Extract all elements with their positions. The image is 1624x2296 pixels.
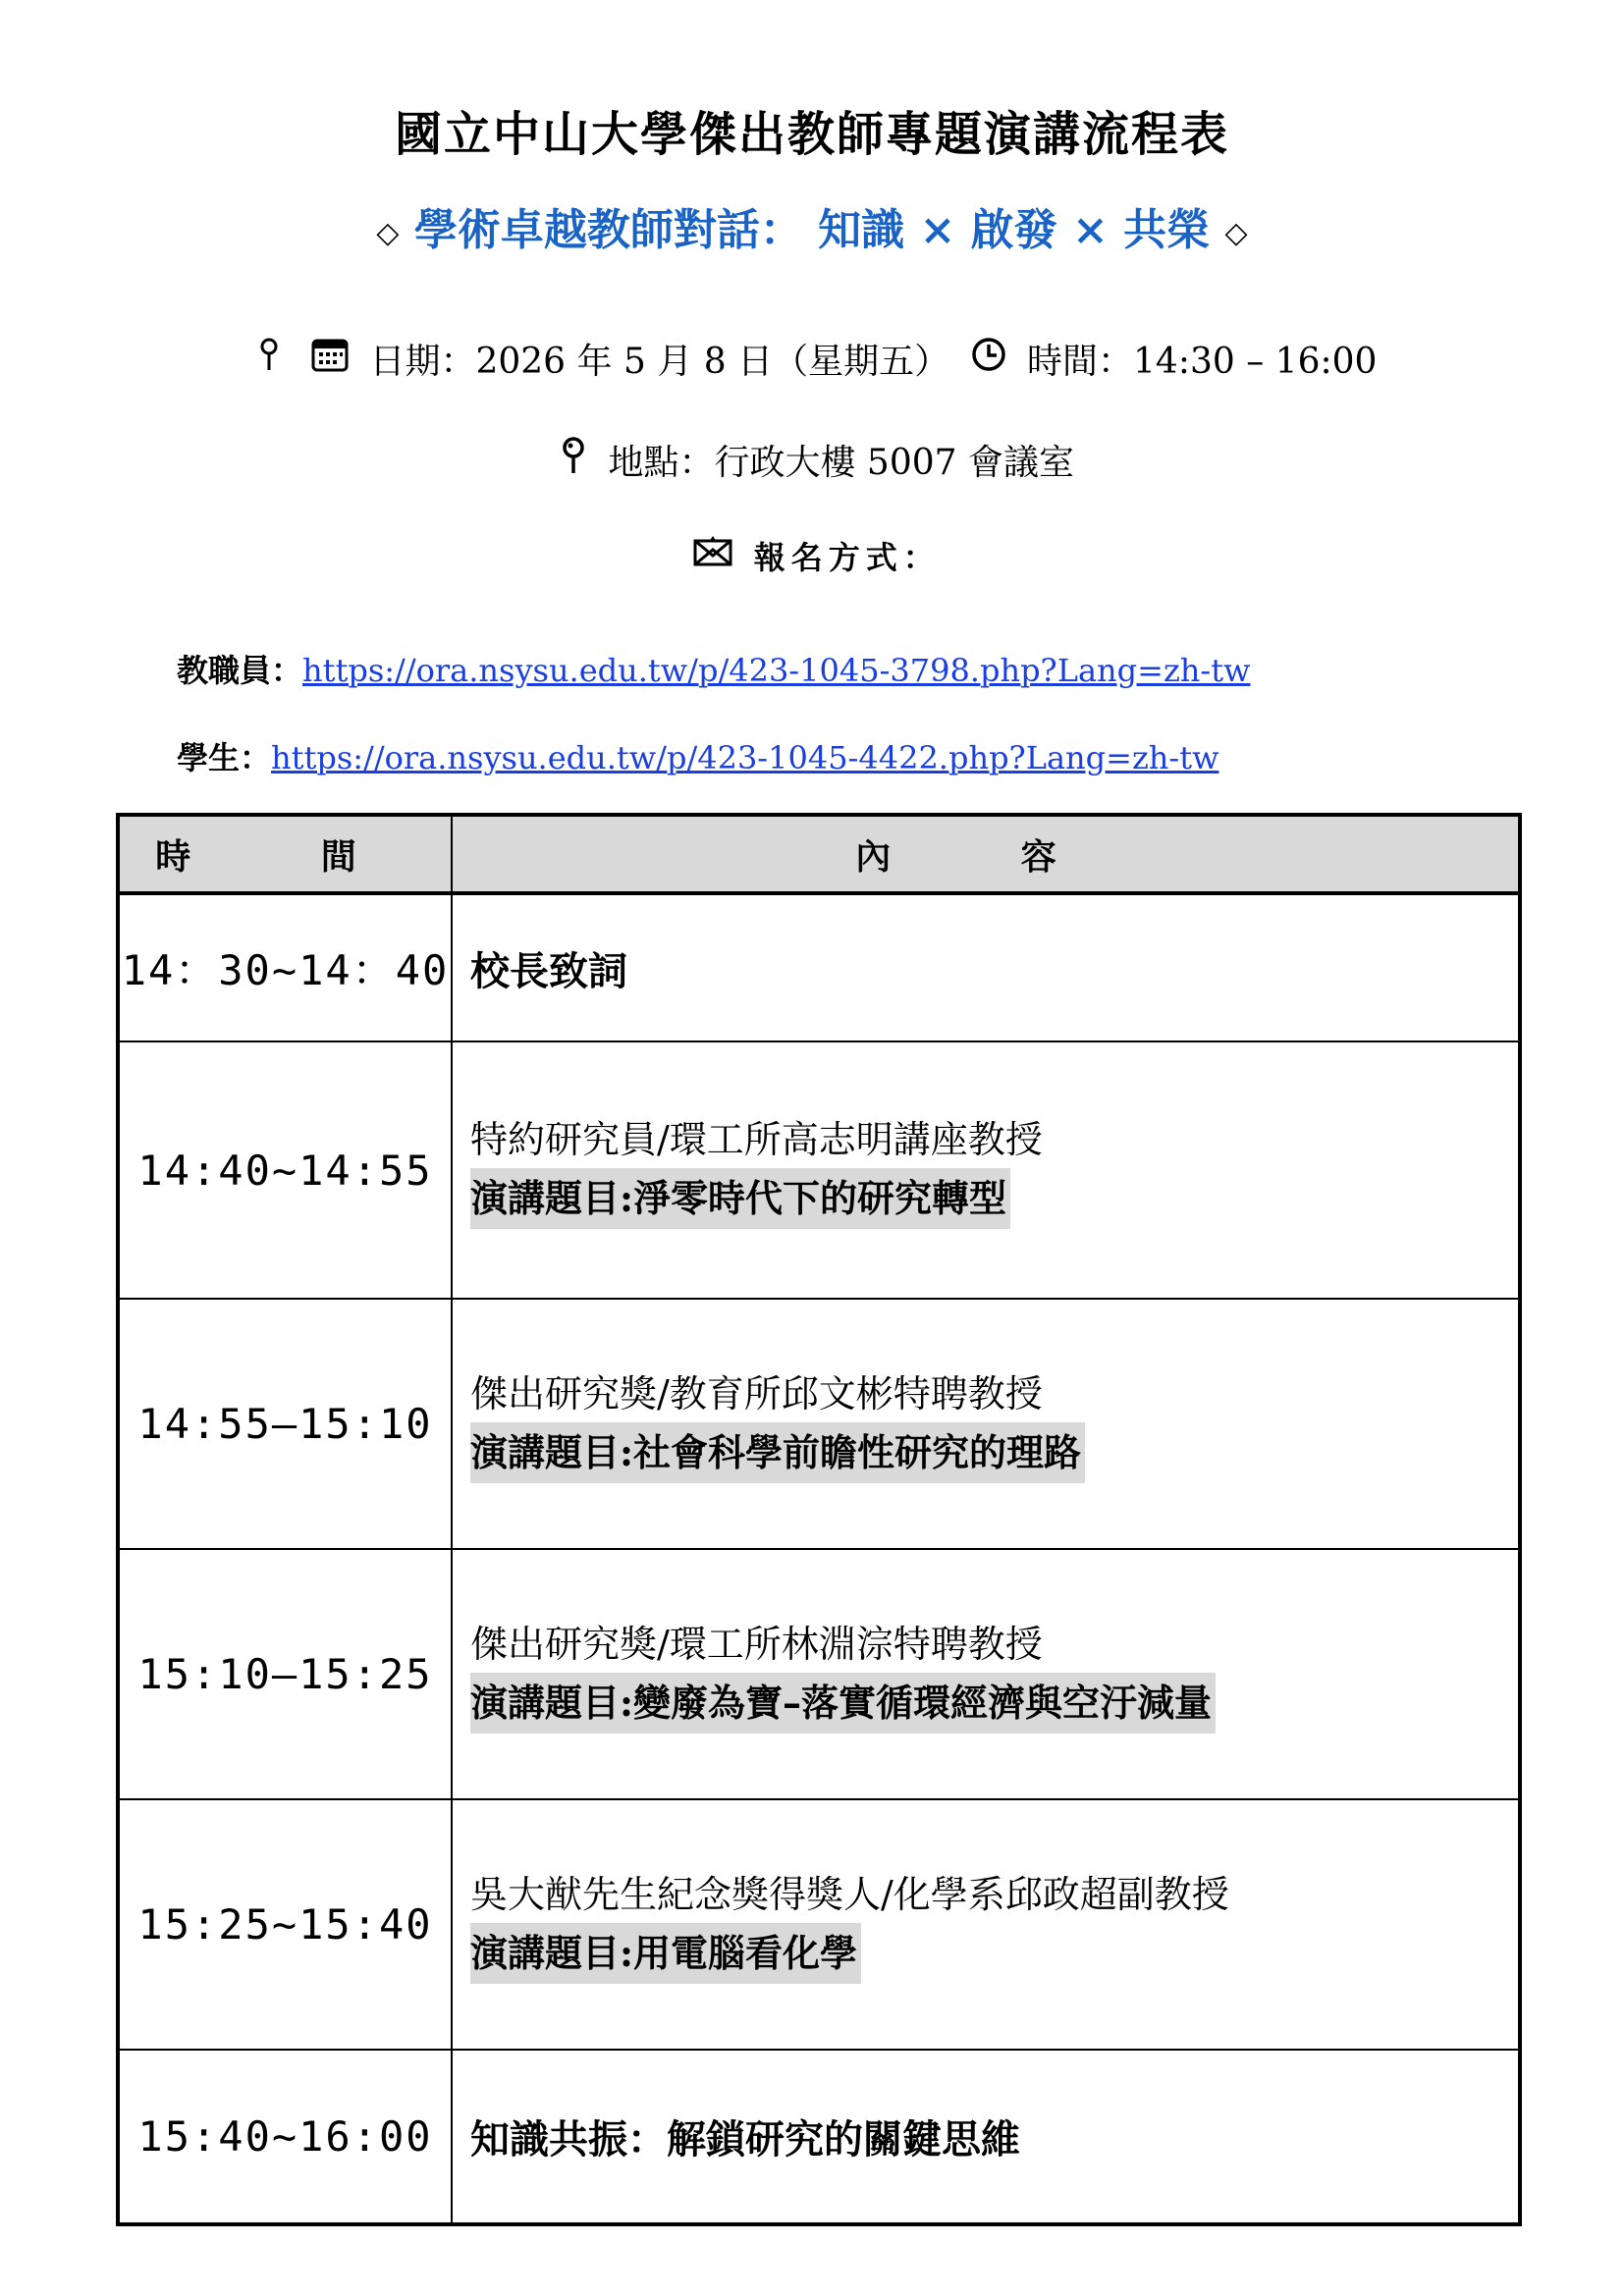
table-row [118,1799,1520,2050]
student-registration [177,733,1218,778]
time-cell: 15:40~16:00 [118,2050,452,2224]
registration-label: 報名方式： [753,539,941,576]
speaker-line: 傑出研究獎/教育所邱文彬特聘教授 [470,1371,1043,1415]
map-pin-icon [560,436,587,484]
table-row [118,1549,1520,1799]
content-cell [452,2050,1520,2224]
staff-label: 教職員： [177,652,303,689]
talk-topic: 演講題目:變廢為寶–落實循環經濟與空汙減量 [470,1673,1216,1734]
agenda-item: 校長致詞 [470,947,627,994]
content-cell [452,1041,1520,1299]
time-cell: 14:40~14:55 [118,1041,452,1299]
location-line [0,435,1624,485]
map-pin-icon [257,337,281,381]
clock-icon [971,337,1006,381]
speaker-line: 傑出研究獎/環工所林淵淙特聘教授 [470,1622,1043,1666]
time-cell: 15:25~15:40 [118,1799,452,2050]
student-label: 學生： [177,739,272,776]
calendar-icon [311,337,349,381]
speaker-line: 特約研究員/環工所高志明講座教授 [470,1118,1043,1161]
registration-heading [0,533,1624,578]
talk-topic: 演講題目:社會科學前瞻性研究的理路 [470,1422,1085,1483]
content-cell [452,1799,1520,2050]
content-cell [452,893,1520,1041]
time-text: 時間：14:30 – 16:00 [1027,342,1378,382]
student-registration-link[interactable]: https://ora.nsysu.edu.tw/p/423-1045-4422.php?Lang=zh-tw [271,739,1219,776]
table-row [118,2050,1520,2224]
table-header-row [118,815,1520,893]
subtitle-text: 學術卓越教師對話： 知識 × 啟發 × 共榮 [413,205,1211,255]
content-cell [452,1299,1520,1549]
staff-registration [177,646,1250,691]
speaker-line: 吳大猷先生紀念獎得獎人/化學系邱政超副教授 [470,1872,1229,1916]
date-time-line [0,334,1624,384]
date-text: 日期：2026 年 5 月 8 日（星期五） [369,342,950,382]
talk-topic: 演講題目:用電腦看化學 [470,1923,861,1984]
time-cell: 14：30~14：40 [118,893,452,1041]
time-cell: 14:55–15:10 [118,1299,452,1549]
schedule-table [116,813,1522,2226]
talk-topic: 演講題目:淨零時代下的研究轉型 [470,1168,1010,1229]
content-cell [452,1549,1520,1799]
table-row [118,893,1520,1041]
envelope-icon [693,536,732,576]
header-time: 時 間 [118,815,452,893]
diamond-bullet-icon: ◇ [1224,216,1248,250]
page-subtitle [0,194,1624,257]
header-content: 內 容 [452,815,1520,893]
agenda-item: 知識共振：解鎖研究的關鍵思維 [470,2116,1020,2163]
time-cell: 15:10–15:25 [118,1549,452,1799]
location-text: 地點：行政大樓 5007 會議室 [608,443,1074,483]
staff-registration-link[interactable]: https://ora.nsysu.edu.tw/p/423-1045-3798.php?Lang=zh-tw [302,652,1251,689]
table-row [118,1299,1520,1549]
page-title: 國立中山大學傑出教師專題演講流程表 [394,107,1229,162]
diamond-bullet-icon: ◇ [376,216,400,250]
table-row [118,1041,1520,1299]
